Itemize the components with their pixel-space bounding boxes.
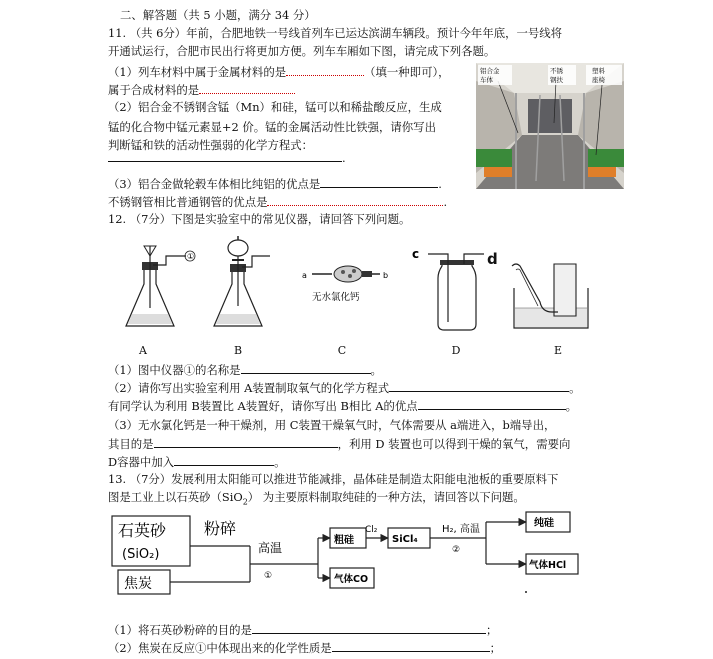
high-temp-label: 高温 <box>258 541 283 555</box>
pure-si-label: 纯硅 <box>534 518 554 529</box>
svg-text:座椅: 座椅 <box>592 76 605 84</box>
section-title: 二、解答题（共 5 小题，满分 34 分） <box>120 8 316 22</box>
label-d: D <box>451 344 461 357</box>
sicl4-label: SiCl₄ <box>392 534 418 545</box>
answer-blank[interactable] <box>199 82 295 94</box>
photo-label-plastic: 塑料 <box>592 67 605 75</box>
q12-part3c: D容器中加入 。 <box>108 455 286 469</box>
answer-blank[interactable] <box>418 398 566 410</box>
q12-part2: （2）请你写出实验室利用 A装置制取氧气的化学方程式 。 <box>108 381 581 395</box>
step2-label: ② <box>452 545 461 555</box>
answer-blank[interactable] <box>267 194 443 206</box>
label-c: C <box>337 344 347 357</box>
cl2-label: Cl₂ <box>365 525 378 535</box>
answer-blank[interactable] <box>252 622 486 634</box>
crude-si-label: 粗硅 <box>334 535 354 546</box>
label-e: E <box>553 344 563 357</box>
hcl-label: 气体HCl <box>529 560 567 571</box>
coke-label: 焦炭 <box>124 576 152 592</box>
c-end-a: a <box>302 271 307 280</box>
h2-temp-label: H₂, 高温 <box>442 524 480 535</box>
q11-part3a: （3）铝合金做轮毂车体相比纯铝的优点是 . <box>108 177 442 191</box>
q12-title: 12. （7分）下图是实验室中的常见仪器，请回答下列问题。 <box>108 212 411 226</box>
answer-blank[interactable] <box>320 176 438 188</box>
apparatus-e-water-trough <box>510 258 592 334</box>
q11-part2a: （2）铝合金不锈钢含锰（Mn）和硅，锰可以和稀盐酸反应，生成 <box>108 100 442 114</box>
quartz-formula: (SiO₂) <box>122 547 160 562</box>
q11-part3b: 不锈钢管相比普通钢管的优点是 . <box>108 195 448 209</box>
apparatus-a-flask <box>122 238 200 334</box>
q12-part3b: 其目的是 ，利用 D 装置也可以得到干燥的氧气，需要向 <box>108 437 571 451</box>
q12-part1: （1）图中仪器①的名称是 。 <box>108 363 382 377</box>
apparatus-c-drying-tube <box>300 262 390 306</box>
q12-part3a: （3）无水氯化钙是一种干燥剂，用 C装置干燥氧气时，气体需要从 a端进入，b端导出， <box>108 418 556 432</box>
apparatus-b-flask <box>212 232 274 334</box>
q11-part1a: （1）列车材料中属于金属材料的是 （填一种即可）， <box>108 65 450 79</box>
process-flow-diagram <box>108 508 608 606</box>
q13-part2: （2）焦炭在反应①中体现出来的化学性质是 ； <box>108 641 502 655</box>
apparatus-d-gas-bottle <box>408 244 490 334</box>
q13-line2: 图是工业上以石英砂（SiO$_2$） 为主要原料制取纯硅的一种方法，请回答以下问题。 <box>108 490 525 507</box>
answer-blank[interactable] <box>174 454 274 466</box>
answer-blank[interactable] <box>241 362 371 374</box>
q11-part2c: 判断锰和铁的活动性强弱的化学方程式： <box>108 138 314 152</box>
q11-part2-blank: . <box>108 150 346 166</box>
label-b: B <box>233 344 243 357</box>
label-a: A <box>139 344 147 357</box>
subway-car-photo <box>476 63 624 189</box>
svg-text:钢扶: 钢扶 <box>550 76 563 84</box>
photo-label-aluminum: 铝合金 <box>480 67 500 75</box>
q11-part1b: 属于合成材料的是 <box>108 82 295 98</box>
crush-label: 粉碎 <box>204 519 237 538</box>
co-label: 气体CO <box>334 574 369 585</box>
q11-line1: 11. （共 6分）年前，合肥地铁一号线首列车已运达滨湖车辆段。预计今年年底，一号线将 <box>108 26 563 40</box>
answer-blank[interactable] <box>108 150 342 162</box>
answer-blank[interactable] <box>286 64 364 76</box>
q13-part1: （1）将石英砂粉碎的目的是 ； <box>108 623 498 637</box>
answer-blank[interactable] <box>332 640 490 652</box>
c-end-b: b <box>383 271 389 280</box>
answer-blank[interactable] <box>389 380 569 392</box>
q11-part2b: 锰的化合物中锰元素显+2 价。锰的金属活动性比铁强，请你写出 <box>108 120 436 134</box>
d-port-c: c <box>412 247 420 261</box>
d-port-d: d <box>487 250 498 268</box>
circle-one-label: ① <box>187 252 195 261</box>
q12-part2b: 有同学认为利用 B装置比 A装置好，请你写出 B相比 A的优点 。 <box>108 399 578 413</box>
svg-text:车体: 车体 <box>480 76 493 84</box>
answer-blank[interactable] <box>154 436 338 448</box>
q13-line1: 13. （7分）发展利用太阳能可以推进节能减排，晶体硅是制造太阳能电池板的重要原料下 <box>108 472 559 486</box>
photo-label-steel: 不锈 <box>550 67 563 75</box>
c-label: 无水氯化钙 <box>312 292 360 303</box>
q11-line2: 开通试运行，合肥市民出行将更加方便。列车车厢如下图，请完成下列各题。 <box>108 44 496 58</box>
step1-label: ① <box>264 571 273 581</box>
quartz-label: 石英砂 <box>118 521 167 540</box>
